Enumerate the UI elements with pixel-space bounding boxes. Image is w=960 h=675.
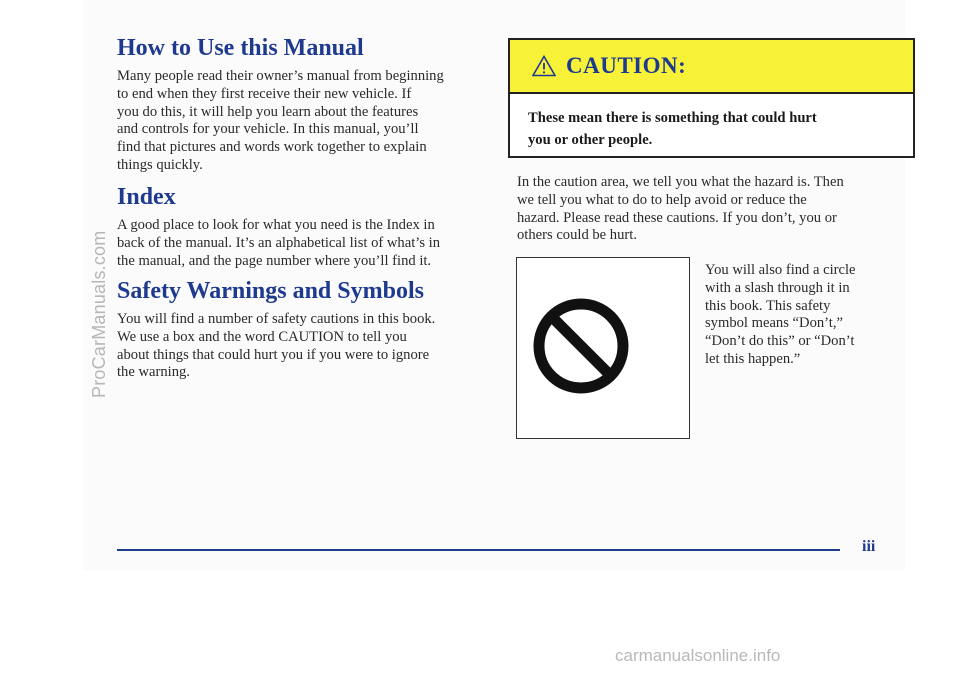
- footer-rule: [117, 549, 840, 551]
- text-line: You will also find a circle: [705, 262, 856, 278]
- paragraph-how-to-use: [117, 68, 487, 175]
- paragraph-symbol-explanation: [705, 262, 905, 369]
- text-line: this book. This safety: [705, 297, 831, 314]
- page-number: iii: [862, 538, 876, 555]
- text-line: we tell you what to do to help avoid or reduce the: [517, 191, 807, 208]
- text-line: about things that could hurt you if you were to ignore: [117, 346, 430, 363]
- prohibition-symbol-icon: [531, 296, 631, 396]
- text-line: hazard. Please read these cautions. If you don’t, you or: [517, 209, 837, 226]
- text-line: to end when they first receive their new vehicle. If: [117, 85, 412, 102]
- text-line: We use a box and the word CAUTION to tell you: [117, 328, 407, 345]
- footer-watermark: carmanualsonline.info: [615, 646, 781, 665]
- text-line: find that pictures and words work together to explain: [117, 139, 427, 156]
- text-line: “Don’t do this” or “Don’t: [705, 333, 855, 350]
- caution-header: [510, 40, 913, 94]
- side-watermark: ProCarManuals.com: [89, 230, 109, 398]
- text-line: things quickly.: [117, 156, 203, 173]
- heading-index: Index: [117, 184, 176, 210]
- prohibition-symbol-box: [516, 257, 690, 439]
- text-line: you or other people.: [528, 132, 653, 148]
- text-line: let this happen.”: [705, 350, 801, 367]
- text-line: back of the manual. It’s an alphabetical list of what’s in: [117, 234, 440, 251]
- text-line: In the caution area, we tell you what the hazard is. Then: [517, 174, 844, 190]
- paragraph-caution-explanation: [517, 174, 897, 245]
- text-line: Many people read their owner’s manual from beginning: [117, 68, 444, 84]
- caution-triangle-icon: [532, 55, 556, 77]
- text-line: You will find a number of safety cautions in this book.: [117, 311, 436, 327]
- text-line: symbol means “Don’t,”: [705, 315, 843, 332]
- text-line: you do this, it will help you learn about the features: [117, 103, 419, 120]
- text-line: the warning.: [117, 364, 190, 381]
- text-line: These mean there is something that could hurt: [528, 110, 817, 126]
- caution-title: CAUTION:: [566, 53, 687, 78]
- heading-safety-warnings: Safety Warnings and Symbols: [117, 278, 424, 304]
- text-line: others could be hurt.: [517, 227, 637, 244]
- paragraph-index: [117, 217, 487, 270]
- heading-how-to-use: How to Use this Manual: [117, 35, 364, 61]
- caution-body: [510, 94, 913, 151]
- caution-box: [508, 38, 915, 158]
- paragraph-safety-warnings: [117, 311, 487, 382]
- text-line: with a slash through it in: [705, 279, 850, 296]
- text-line: and controls for your vehicle. In this manual, you’ll: [117, 121, 419, 138]
- text-line: the manual, and the page number where you’ll find it.: [117, 252, 432, 269]
- text-line: A good place to look for what you need is the Index in: [117, 217, 435, 233]
